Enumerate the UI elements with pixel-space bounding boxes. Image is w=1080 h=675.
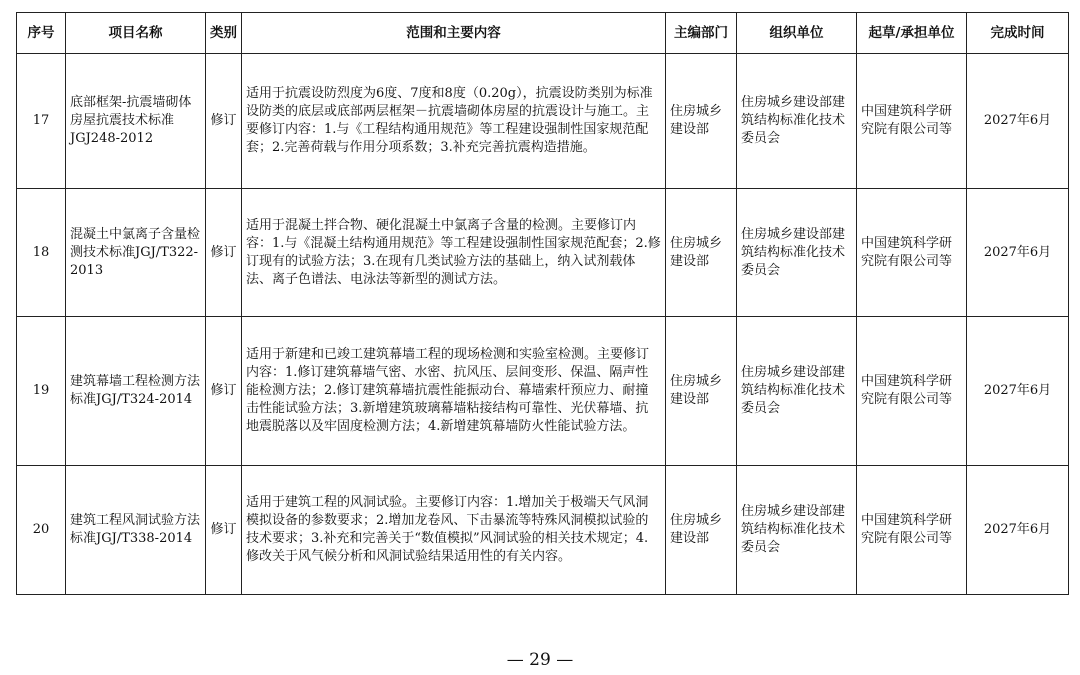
header-name: 项目名称 <box>66 13 206 54</box>
completion-date: 2027年6月 <box>967 466 1069 595</box>
project-scope <box>242 54 666 189</box>
scope-text: 适用于混凝土拌合物、硬化混凝土中氯离子含量的检测。主要修订内容：1.与《混凝土结构通用规范》等工程建设强制性国家规范配套；2.修订现有的试验方法；3.在现有几类试验方法的基础上，纳入试剂载体法、离子色谱法、电泳法等新型的测试方法。 <box>246 217 661 287</box>
table-row <box>17 189 1069 317</box>
organizing-unit: 住房城乡建设部建筑结构标准化技术委员会 <box>737 54 857 189</box>
project-scope <box>242 317 666 466</box>
project-type: 修订 <box>206 466 242 595</box>
completion-date: 2027年6月 <box>967 317 1069 466</box>
header-num: 序号 <box>17 13 66 54</box>
organizing-unit: 住房城乡建设部建筑结构标准化技术委员会 <box>737 189 857 317</box>
table-row <box>17 317 1069 466</box>
project-type: 修订 <box>206 317 242 466</box>
row-number: 20 <box>17 466 66 595</box>
drafting-unit: 中国建筑科学研究院有限公司等 <box>857 317 967 466</box>
header-org: 组织单位 <box>737 13 857 54</box>
standards-plan-table <box>16 12 1069 595</box>
drafting-unit: 中国建筑科学研究院有限公司等 <box>857 466 967 595</box>
project-name: 底部框架-抗震墙砌体房屋抗震技术标准JGJ248-2012 <box>66 54 206 189</box>
project-type: 修订 <box>206 189 242 317</box>
table-row <box>17 54 1069 189</box>
scope-text: 适用于建筑工程的风洞试验。主要修订内容：1.增加关于极端天气风洞模拟设备的参数要求；2.增加龙卷风、下击暴流等特殊风洞模拟试验的技术要求；3.补充和完善关于“数值模拟”风洞试验的相关技术规定；4.修改关于风气候分析和风洞试验结果适用性的有关内容。 <box>246 495 649 564</box>
drafting-unit: 中国建筑科学研究院有限公司等 <box>857 189 967 317</box>
row-number: 18 <box>17 189 66 317</box>
project-name: 建筑工程风洞试验方法标准JGJ/T338-2014 <box>66 466 206 595</box>
drafting-unit: 中国建筑科学研究院有限公司等 <box>857 54 967 189</box>
organizing-unit: 住房城乡建设部建筑结构标准化技术委员会 <box>737 466 857 595</box>
completion-date: 2027年6月 <box>967 189 1069 317</box>
header-dept: 主编部门 <box>666 13 737 54</box>
header-date: 完成时间 <box>967 13 1069 54</box>
project-name: 混凝土中氯离子含量检测技术标准JGJ/T322-2013 <box>66 189 206 317</box>
editor-department: 住房城乡建设部 <box>666 466 737 595</box>
header-type: 类别 <box>206 13 242 54</box>
header-drafter: 起草/承担单位 <box>857 13 967 54</box>
row-number: 17 <box>17 54 66 189</box>
project-type: 修订 <box>206 54 242 189</box>
editor-department: 住房城乡建设部 <box>666 189 737 317</box>
organizing-unit: 住房城乡建设部建筑结构标准化技术委员会 <box>737 317 857 466</box>
header-scope: 范围和主要内容 <box>242 13 666 54</box>
scope-text: 适用于新建和已竣工建筑幕墙工程的现场检测和实验室检测。主要修订内容：1.修订建筑幕墙气密、水密、抗风压、层间变形、保温、隔声性能检测方法；2.修订建筑幕墙抗震性能振动台、幕墙索杆预应力、耐撞击性能试验方法；3.新增建筑玻璃幕墙粘接结构可靠性、光伏幕墙、抗地震脱落以及牢固度检测方法；4.新增建筑幕墙防火性能试验方法。 <box>246 347 650 434</box>
table-row <box>17 466 1069 595</box>
scope-text: 适用于抗震设防烈度为6度、7度和8度（0.20g），抗震设防类别为标准设防类的底层或底部两层框架－抗震墙砌体房屋的抗震设计与施工。主要修订内容：1.与《工程结构通用规范》等工程建设强制性国家规范配套；2.完善荷载与作用分项系数；3.补充完善抗震构造措施。 <box>246 86 653 155</box>
row-number: 19 <box>17 317 66 466</box>
editor-department: 住房城乡建设部 <box>666 54 737 189</box>
page-number: — 29 — <box>506 650 574 670</box>
editor-department: 住房城乡建设部 <box>666 317 737 466</box>
project-name: 建筑幕墙工程检测方法标准JGJ/T324-2014 <box>66 317 206 466</box>
table-header-row <box>17 13 1069 54</box>
project-scope <box>242 466 666 595</box>
project-scope <box>242 189 666 317</box>
completion-date: 2027年6月 <box>967 54 1069 189</box>
